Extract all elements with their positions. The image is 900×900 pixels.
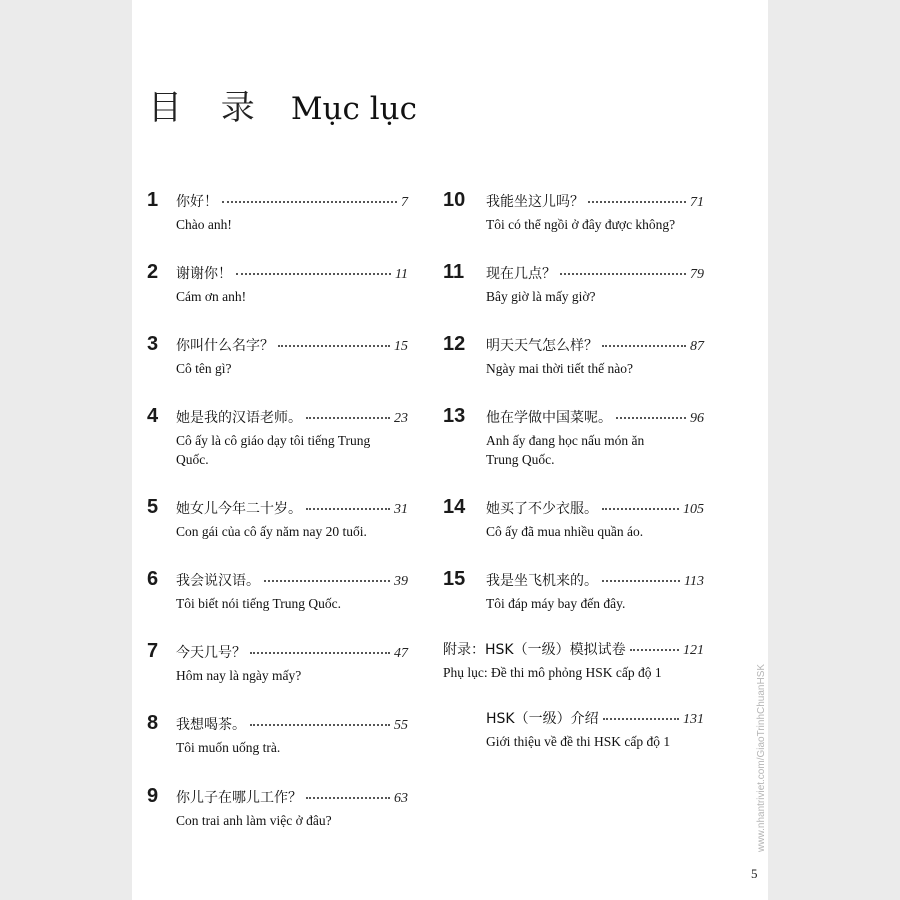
dot-leader [602,579,680,582]
lesson-number: 3 [147,333,159,355]
dot-leader [250,723,390,726]
lesson-number: 15 [443,568,466,590]
lesson-title-zh: 现在几点？ [486,266,556,282]
lesson-title-vi: Tôi muốn uống trà. [176,740,281,755]
appendix-title-vi: Phụ lục: Đề thi mô phỏng HSK cấp độ 1 [443,665,662,680]
page-ref: 39 [394,574,408,589]
dot-leader [603,717,679,720]
page-ref: 121 [683,643,704,658]
lesson-number: 6 [147,568,159,590]
page-ref: 87 [690,339,704,354]
page-ref: 7 [401,195,408,210]
lesson-number: 8 [147,712,159,734]
dot-leader [560,272,686,275]
dot-leader [264,579,390,582]
lesson-number: 7 [147,640,159,662]
lesson-title-zh: 你儿子在哪儿工作？ [176,790,302,806]
lesson-title-vi: Cô ấy đã mua nhiều quần áo. [486,524,644,539]
lesson-number: 12 [443,333,466,355]
dot-leader [306,416,390,419]
lesson-title-zh: 她是我的汉语老师。 [176,410,302,426]
title-chinese: 目 录 [148,88,269,128]
page-ref: 31 [394,502,408,517]
appendix-title-zh: HSK（一级）介绍 [486,711,599,727]
lesson-title-zh: 我是坐飞机来的。 [486,573,598,589]
page-ref: 105 [683,502,704,517]
page-ref: 131 [683,712,704,727]
lesson-title-vi: Ngày mai thời tiết thế nào? [486,361,633,376]
dot-leader [588,200,686,203]
lesson-title-vi: Chào anh! [176,217,232,232]
lesson-title-zh: 她女儿今年二十岁。 [176,501,302,517]
lesson-title-zh: 我能坐这儿吗？ [486,194,584,210]
lesson-title-zh: 我想喝茶。 [176,717,246,733]
lesson-title-zh: 你叫什么名字？ [176,338,274,354]
dot-leader [236,272,391,275]
dot-leader [602,507,679,510]
lesson-number: 2 [147,261,159,283]
lesson-title-zh: 今天几号？ [176,645,246,661]
page-ref: 47 [394,646,408,661]
page-ref: 11 [395,267,408,282]
dot-leader [616,416,686,419]
lesson-title-vi: Con trai anh làm việc ở đâu? [176,813,332,828]
lesson-number: 13 [443,405,466,427]
page-ref: 79 [690,267,704,282]
lesson-number: 10 [443,189,466,211]
lesson-title-zh: 我会说汉语。 [176,573,260,589]
page-ref: 71 [690,195,704,210]
dot-leader [306,507,390,510]
lesson-title-vi: Bây giờ là mấy giờ? [486,289,596,304]
lesson-title-vi: Con gái của cô ấy năm nay 20 tuổi. [176,524,367,539]
lesson-title-zh: 谢谢你！ [176,266,232,282]
lesson-title-vi: Tôi biết nói tiếng Trung Quốc. [176,596,341,611]
lesson-number: 11 [443,261,465,283]
lesson-number: 1 [147,189,159,211]
page-ref: 15 [394,339,408,354]
lesson-title-zh: 他在学做中国菜呢。 [486,410,612,426]
lesson-title-vi: Tôi có thể ngồi ở đây được không? [486,217,676,232]
title-vietnamese: Mục lục [290,91,417,127]
page-ref: 96 [690,411,704,426]
lesson-title-vi: Anh ấy đang học nấu món ăn Trung Quốc. [486,433,645,467]
lesson-title-zh: 你好！ [176,194,218,210]
lesson-number: 4 [147,405,159,427]
dot-leader [630,648,679,651]
lesson-number: 9 [147,785,159,807]
lesson-title-zh: 她买了不少衣服。 [486,501,598,517]
page-title [148,80,417,129]
dot-leader [278,344,390,347]
page-ref: 23 [394,411,408,426]
dot-leader [306,796,390,799]
appendix-title-zh: 附录：HSK（一级）模拟试卷 [443,642,626,658]
publisher-url-watermark: www.nhantriviet.com/GiaoTrinhChuanHSK [756,663,767,852]
page-ref: 63 [394,791,408,806]
page-number: 5 [751,866,758,881]
appendix-title-vi: Giới thiệu về đề thi HSK cấp độ 1 [486,734,671,749]
lesson-title-vi: Cô ấy là cô giáo dạy tôi tiếng Trung Quốc. [176,433,371,467]
dot-leader [602,344,686,347]
dot-leader [222,200,397,203]
page-ref: 113 [684,574,704,589]
page-ref: 55 [394,718,408,733]
lesson-title-vi: Cám ơn anh! [176,289,247,304]
lesson-number: 14 [443,496,466,518]
lesson-number: 5 [147,496,159,518]
lesson-title-vi: Tôi đáp máy bay đến đây. [486,596,626,611]
lesson-title-zh: 明天天气怎么样？ [486,338,598,354]
lesson-title-vi: Hôm nay là ngày mấy? [176,668,302,683]
dot-leader [250,651,390,654]
lesson-title-vi: Cô tên gì? [176,361,232,376]
